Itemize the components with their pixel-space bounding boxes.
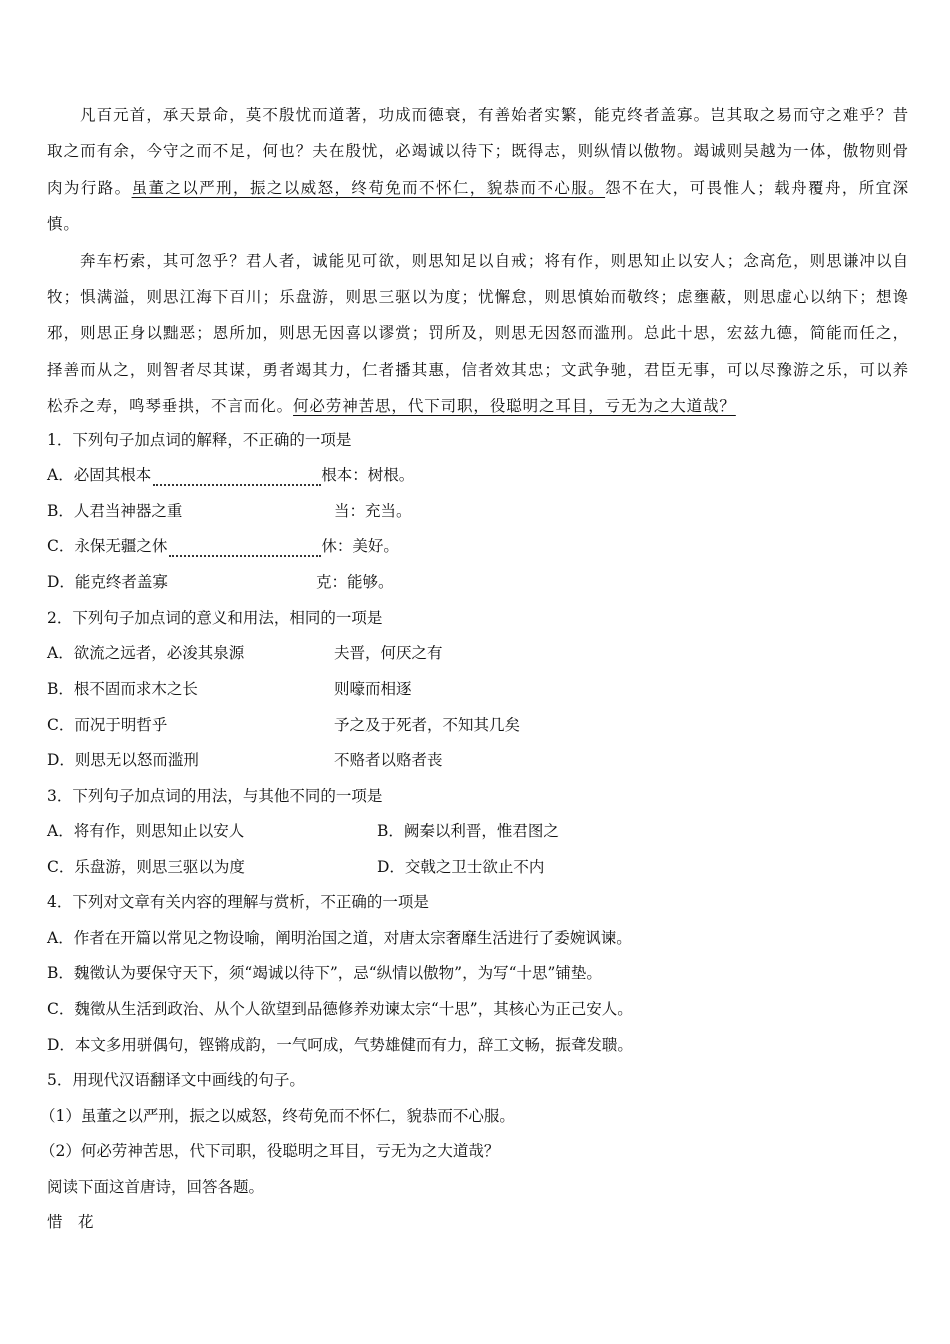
question-1-option-d bbox=[47, 571, 394, 593]
option-compare: 则嚎而相逐 bbox=[334, 680, 412, 698]
poem-intro: 阅读下面这首唐诗，回答各题。 bbox=[47, 1178, 265, 1196]
question-4-option-b: B．魏徵认为要保守天下，须“竭诚以待下”，忌“纵情以傲物”，为写“十思”铺垫。 bbox=[47, 964, 602, 982]
option-text: D．能克终者盖寡 bbox=[47, 573, 168, 591]
question-3-option-a: A．将有作，则思知止以安人 bbox=[47, 822, 245, 840]
option-gloss: 当：充当。 bbox=[334, 502, 412, 520]
passage-text: 怨不在大，可畏惟人；载舟覆舟，所宜深慎。 bbox=[47, 178, 909, 234]
dotted-leader bbox=[153, 468, 321, 486]
question-4-option-c: C．魏徵从生活到政治、从个人欲望到品德修养劝谏太宗“十思”，其核心为正己安人。 bbox=[47, 1000, 633, 1018]
question-4-stem: 4．下列对文章有关内容的理解与赏析，不正确的一项是 bbox=[47, 893, 429, 911]
option-text: A．欲流之远者，必浚其泉源 bbox=[47, 644, 245, 662]
option-compare: 夫晋，何厌之有 bbox=[334, 644, 443, 662]
question-4-option-d: D．本文多用骈偶句，铿锵成韵，一气呵成，气势雄健而有力，辞工文畅，振聋发聩。 bbox=[47, 1036, 633, 1054]
option-gloss: 克：能够。 bbox=[316, 573, 394, 591]
question-2-option-b bbox=[47, 678, 412, 700]
question-1-stem: 1．下列句子加点词的解释，不正确的一项是 bbox=[47, 431, 352, 449]
dotted-leader bbox=[169, 539, 321, 557]
question-2-option-a bbox=[47, 642, 443, 664]
question-2-option-d bbox=[47, 749, 443, 771]
question-3-row-1 bbox=[47, 820, 559, 842]
question-1-option-b bbox=[47, 500, 412, 522]
question-5-sentence-2: （2）何必劳神苦思，代下司职，役聪明之耳目，亏无为之大道哉？ bbox=[40, 1142, 500, 1160]
question-2-option-c bbox=[47, 714, 521, 736]
option-compare: 不赂者以赂者丧 bbox=[334, 751, 443, 769]
underlined-sentence-1: 虽董之以严刑，振之以威怒，终苟免而不怀仁，貌恭而不心服。 bbox=[131, 178, 606, 197]
option-text: B．根不固而求木之长 bbox=[47, 680, 198, 698]
question-3-option-c: C．乐盘游，则思三驱以为度 bbox=[47, 858, 245, 876]
option-text: B．人君当神器之重 bbox=[47, 502, 183, 520]
question-5-sentence-1: （1）虽董之以严刑，振之以威怒，终苟免而不怀仁，貌恭而不心服。 bbox=[40, 1107, 515, 1125]
passage-paragraph-1 bbox=[47, 97, 909, 243]
reading-passage bbox=[47, 97, 909, 425]
option-text: C．永保无疆之休 bbox=[47, 537, 168, 555]
poem-title: 惜 花 bbox=[47, 1213, 94, 1231]
option-compare: 予之及于死者，不知其几矣 bbox=[334, 716, 521, 734]
question-2-stem: 2．下列句子加点词的意义和用法，相同的一项是 bbox=[47, 609, 383, 627]
option-text: A．必固其根本 bbox=[47, 466, 152, 484]
passage-paragraph-2 bbox=[47, 243, 909, 425]
passage-text: 奔车朽索，其可忽乎？君人者，诚能见可欲，则思知足以自戒；将有作，则思知止以安人；念高危，则思谦冲以自牧；惧满溢，则思江海下百川；乐盘游，则思三驱以为度；忧懈怠，则思慎始而敬终；虑壅蔽，则思虚心以纳下；想谗邪，则思正身以黜恶；恩所加，则思无因喜以谬赏；罚所及，则思无因怒而滥刑。总此十思，宏兹九德，简能而任之，择善而从之，则智者尽其谋，勇者竭其力，仁者播其惠，信者效其忠；文武争驰，君臣无事，可以尽豫游之乐，可以养松乔之寿，鸣琴垂拱，不言而化。 bbox=[47, 251, 909, 416]
question-3-option-b: B．阙秦以利晋，惟君图之 bbox=[377, 822, 559, 840]
option-gloss: 根本：树根。 bbox=[321, 466, 415, 484]
question-5-stem: 5．用现代汉语翻译文中画线的句子。 bbox=[47, 1071, 305, 1089]
underlined-sentence-2: 何必劳神苦思，代下司职，役聪明之耳目，亏无为之大道哉？ bbox=[293, 397, 736, 416]
question-3-stem: 3．下列句子加点词的用法，与其他不同的一项是 bbox=[47, 787, 383, 805]
question-4-option-a: A．作者在开篇以常见之物设喻，阐明治国之道，对唐太宗奢靡生活进行了委婉讽谏。 bbox=[47, 929, 632, 947]
option-gloss: 休：美好。 bbox=[321, 537, 399, 555]
question-1-option-a bbox=[47, 464, 414, 486]
question-1-option-c bbox=[47, 535, 399, 557]
question-3-option-d: D．交戟之卫士欲止不内 bbox=[377, 858, 545, 876]
option-text: D．则思无以怒而滥刑 bbox=[47, 751, 199, 769]
option-text: C．而况于明哲乎 bbox=[47, 716, 168, 734]
passage-text: 凡百元首，承天景命，莫不殷忧而道著，功成而德衰，有善始者实繁，能克终者盖寡。岂其取之易而守之难乎？昔取之而有余，今守之而不足，何也？夫在殷忧，必竭诚以待下；既得志，则纵情以傲物。竭诚则吴越为一体，傲物则骨肉为行路。 bbox=[47, 106, 909, 197]
question-3-row-2 bbox=[47, 856, 545, 878]
